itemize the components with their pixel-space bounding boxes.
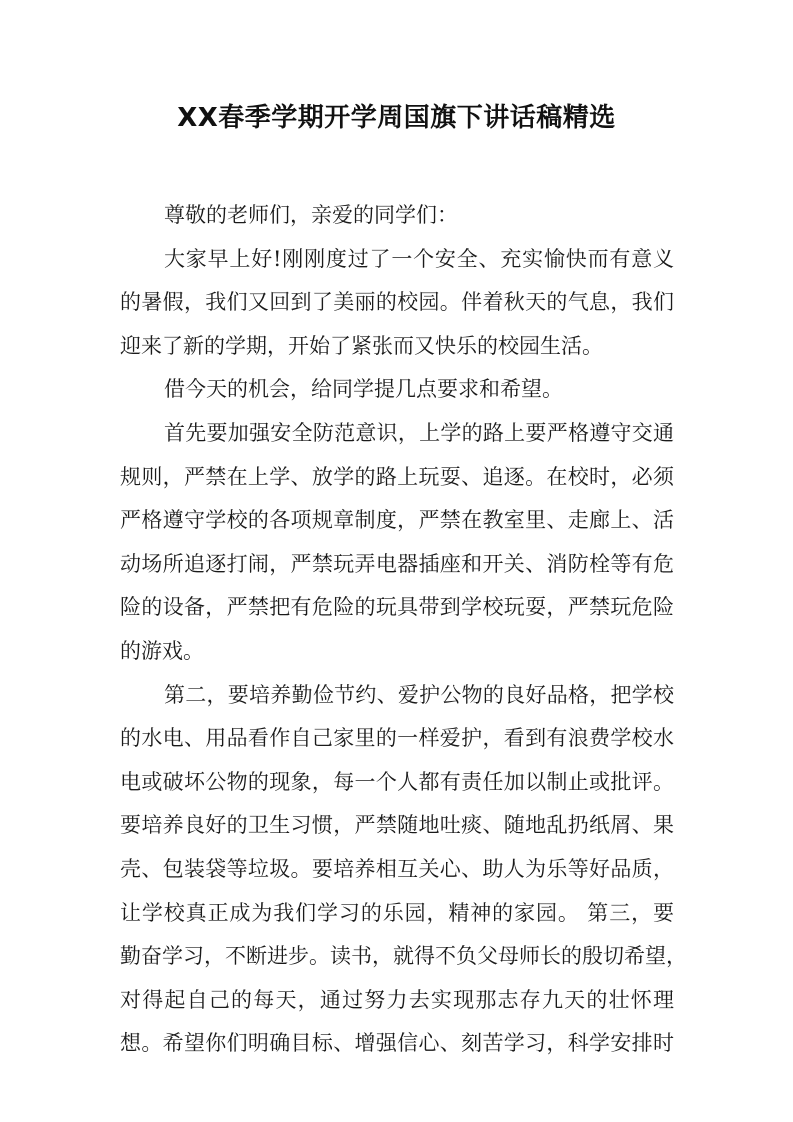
text-line: 的游戏。 [120, 638, 204, 663]
text-line: 第二，要培养勤俭节约、爱护公物的良好品格，把学校 [164, 682, 674, 707]
text-line: 规则，严禁在上学、放学的路上玩耍、追逐。在校时，必须 [120, 464, 674, 489]
text-line: 严格遵守学校的各项规章制度，严禁在教室里、走廊上、活 [120, 508, 674, 533]
text-line: 对得起自己的每天，通过努力去实现那志存九天的壮怀理 [120, 987, 674, 1012]
text-line: 首先要加强安全防范意识，上学的路上要严格遵守交通 [164, 420, 674, 445]
text-line: 险的设备，严禁把有危险的玩具带到学校玩耍，严禁玩危险 [120, 595, 674, 620]
text-line: 勤奋学习，不断进步。读书，就得不负父母师长的殷切希望， [120, 944, 687, 969]
text-line: 要培养良好的卫生习惯，严禁随地吐痰、随地乱扔纸屑、果 [120, 813, 674, 838]
text-line: 动场所追逐打闹，严禁玩弄电器插座和开关、消防栓等有危 [120, 551, 674, 576]
text-line: 想。希望你们明确目标、增强信心、刻苦学习，科学安排时 [120, 1031, 674, 1056]
text-line: 电或破坏公物的现象，每一个人都有责任加以制止或批评。 [120, 769, 674, 794]
text-line: 尊敬的老师们，亲爱的同学们： [164, 203, 458, 227]
text-line: 让学校真正成为我们学习的乐园，精神的家园。 第三，要 [120, 900, 674, 925]
document-body [120, 194, 687, 1066]
text-line: 借今天的机会，给同学提几点要求和希望。 [164, 377, 563, 402]
text-line: 的暑假，我们又回到了美丽的校园。伴着秋天的气息，我们 [120, 290, 674, 315]
document-title: XX春季学期开学周国旗下讲话稿精选 [177, 103, 616, 133]
text-line: 壳、包装袋等垃圾。要培养相互关心、助人为乐等好品质， [120, 856, 674, 881]
text-line: 迎来了新的学期，开始了紧张而又快乐的校园生活。 [120, 333, 603, 358]
text-line: 大家早上好!刚刚度过了一个安全、充实愉快而有意义 [164, 246, 674, 271]
text-line: 的水电、用品看作自己家里的一样爱护，看到有浪费学校水 [120, 726, 674, 751]
